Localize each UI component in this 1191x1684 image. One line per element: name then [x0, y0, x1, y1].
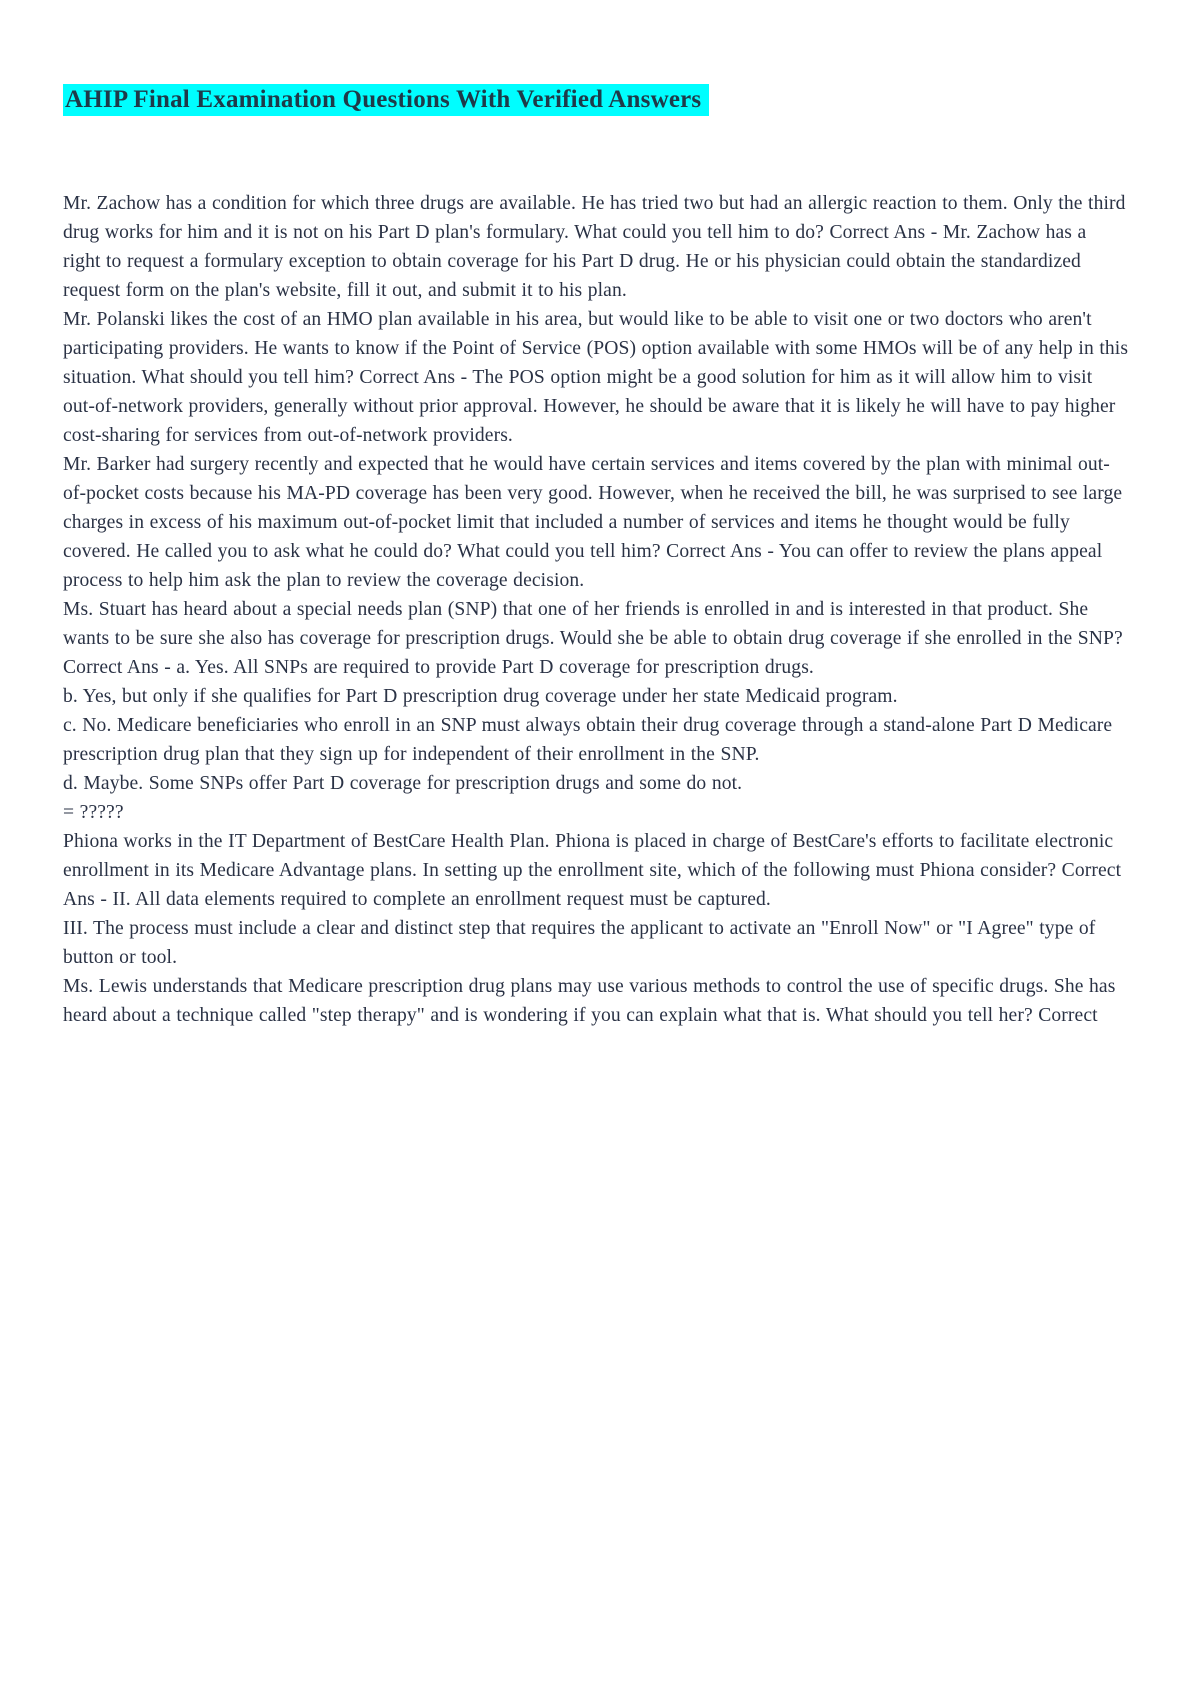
paragraph-polanski-question: Mr. Polanski likes the cost of an HMO plan available in his area, but would like to be able to visit one or two doctors who aren't participating providers. He wants to know if the Point of Service (POS) option available with some HMOs will be of any help in this situation. What should you tell him? Correct Ans - The POS option might be a good solution for him as it will allow him to visit out-of-network providers, generally without prior approval. However, he should be aware that it is likely he will have to pay higher cost-sharing for services from out-of-network providers.: [63, 309, 1129, 446]
paragraph-phiona-question: Phiona works in the IT Department of BestCare Health Plan. Phiona is placed in charge of BestCare's efforts to facilitate electronic enrollment in its Medicare Advantage plans. In setting up the enrollment site, which of the following must Phiona consider? Correct Ans - II. All data elements required to complete an enrollment request must be captured.: [63, 831, 1122, 910]
answer-option-c: c. No. Medicare beneficiaries who enroll in an SNP must always obtain their drug coverage through a stand-alone Part D Medicare prescription drug plan that they sign up for independent of their enrollment in the SNP.: [63, 715, 1113, 765]
answer-option-d: d. Maybe. Some SNPs offer Part D coverage for prescription drugs and some do not.: [63, 773, 743, 794]
statement-roman-iii: III. The process must include a clear and distinct step that requires the applicant to activate an "Enroll Now" or "I Agree" type of button or tool.: [63, 918, 1096, 968]
paragraph-zachow-question: Mr. Zachow has a condition for which three drugs are available. He has tried two but had an allergic reaction to them. Only the third drug works for him and it is not on his Part D plan's formulary. What could you tell him to do? Correct Ans - Mr. Zachow has a right to request a formulary exception to obtain coverage for his Part D drug. He or his physician could obtain the standardized request form on the plan's website, fill it out, and submit it to his plan.: [63, 193, 1126, 301]
unanswered-marker: = ?????: [63, 802, 124, 823]
paragraph-lewis-question: Ms. Lewis understands that Medicare prescription drug plans may use various methods to control the use of specific drugs. She has heard about a technique called "step therapy" and is wondering if you can explain what that is. What should you tell her? Correct: [63, 976, 1116, 1026]
paragraph-stuart-question: Ms. Stuart has heard about a special needs plan (SNP) that one of her friends is enrolled in and is interested in that product. She wants to be sure she also has coverage for prescription drugs. Would she be able to obtain drug coverage if she enrolled in the SNP? Correct Ans - a. Yes. All SNPs are required to provide Part D coverage for prescription drugs.: [63, 599, 1123, 678]
answer-option-b: b. Yes, but only if she qualifies for Part D prescription drug coverage under her state Medicaid program.: [63, 686, 898, 707]
paragraph-barker-question: Mr. Barker had surgery recently and expected that he would have certain services and items covered by the plan with minimal out-of-pocket costs because his MA-PD coverage has been very good. However, when he received the bill, he was surprised to see large charges in excess of his maximum out-of-pocket limit that included a number of services and items he thought would be fully covered. He called you to ask what he could do? What could you tell him? Correct Ans - You can offer to review the plans appeal process to help him ask the plan to review the coverage decision.: [63, 454, 1123, 591]
title-highlight: AHIP Final Examination Questions With Verified Answers: [63, 84, 709, 116]
page-title: [63, 84, 1129, 115]
